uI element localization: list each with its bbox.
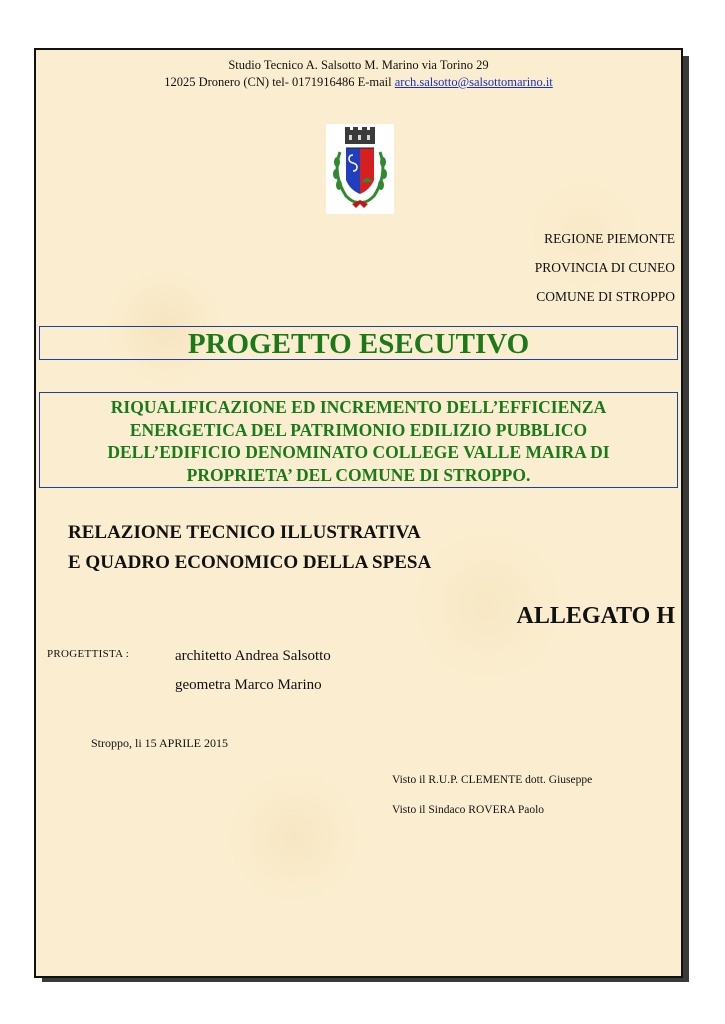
cover-page [34, 48, 683, 978]
document-date: Stroppo, li 15 APRILE 2015 [91, 736, 229, 750]
designer-name: architetto Andrea Salsotto [175, 648, 331, 664]
rup-approval: Visto il R.U.P. CLEMENTE dott. Giuseppe [392, 774, 593, 786]
designer-name: geometra Marco Marino [175, 677, 322, 693]
designer-list [175, 642, 331, 700]
attachment-label: ALLEGATO H [516, 603, 675, 629]
municipal-coat-of-arms-icon [326, 124, 394, 214]
studio-address: Studio Tecnico A. Salsotto M. Marino via Torino 29 [228, 58, 489, 72]
report-title-line: RELAZIONE TECNICO ILLUSTRATIVA [68, 522, 421, 543]
project-subject [39, 392, 678, 488]
studio-phone: 12025 Dronero (CN) tel- 0171916486 E-mail [164, 75, 395, 89]
comune-label: COMUNE DI STROPPO [536, 289, 675, 304]
studio-contacts [36, 74, 681, 91]
regione-label: REGIONE PIEMONTE [544, 231, 675, 246]
designer-label: PROGETTISTA : [47, 648, 130, 660]
subject-line: RIQUALIFICAZIONE ED INCREMENTO DELL’EFFICIENZA [110, 397, 607, 417]
provincia-label: PROVINCIA DI CUNEO [534, 260, 675, 275]
mayor-approval: Visto il Sindaco ROVERA Paolo [392, 804, 545, 816]
document-title: PROGETTO ESECUTIVO [39, 326, 678, 360]
studio-header [36, 57, 681, 91]
report-title [68, 518, 431, 578]
report-title-line: E QUADRO ECONOMICO DELLA SPESA [68, 552, 432, 573]
subject-line: PROPRIETA’ DEL COMUNE DI STROPPO. [186, 464, 531, 485]
subject-line: ENERGETICA DEL PATRIMONIO EDILIZIO PUBBLICO [129, 419, 588, 440]
subject-line: DELL’EDIFICIO DENOMINATO COLLEGE VALLE MAIRA DI [107, 442, 610, 462]
email-link[interactable]: arch.salsotto@salsottomarino.it [394, 75, 553, 89]
crown-icon [345, 127, 375, 144]
approvals [392, 765, 592, 825]
emblem [326, 124, 394, 214]
administrative-header [535, 224, 675, 311]
shield-icon [346, 148, 374, 194]
